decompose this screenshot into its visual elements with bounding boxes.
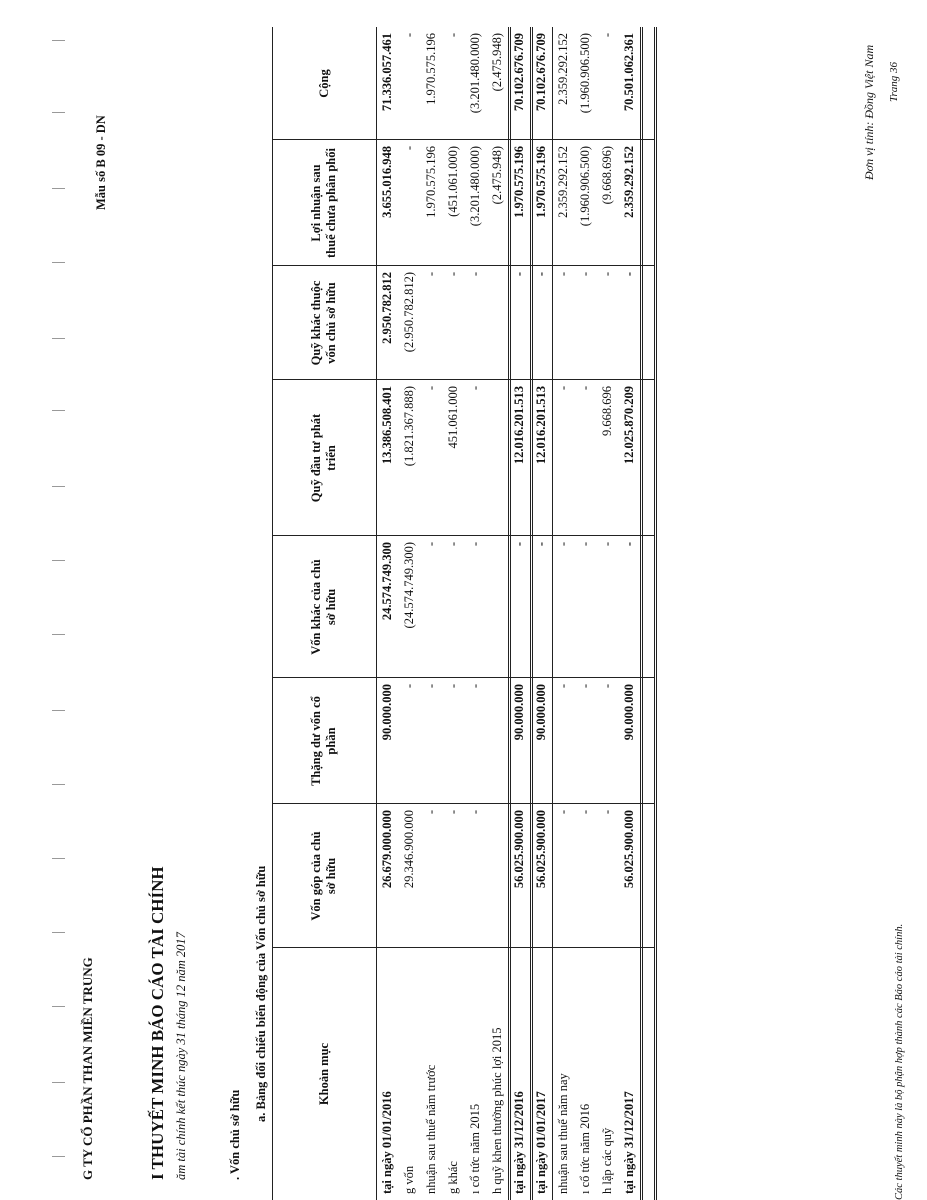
table-cell: (1.821.367.888) [401, 386, 416, 467]
table-cell: - [423, 810, 438, 815]
table-cell: (1.960.906.500) [577, 146, 592, 227]
column-header [272, 266, 376, 380]
table-cell: - [401, 684, 416, 689]
table-cell: - [445, 272, 460, 277]
row-label: nhuận sau thuế năm trước [423, 1064, 438, 1194]
table-rule [640, 27, 643, 1200]
table-cell: 90.000.000 [621, 684, 636, 741]
table-cell: 451.061.000 [445, 386, 460, 449]
table-cell: (3.201.480.000) [467, 33, 482, 114]
table-cell [486, 678, 508, 804]
row-label: tại ngày 01/01/2016 [379, 1091, 394, 1194]
column-header-text: phần [324, 727, 338, 755]
table-cell: 1.970.575.196 [511, 146, 526, 218]
page-number: Trang 36 [888, 61, 900, 102]
table-cell: 2.359.292.152 [555, 33, 570, 105]
table-cell: 56.025.900.000 [533, 810, 548, 889]
table-cell: - [555, 684, 570, 689]
document-title: I THUYẾT MINH BÁO CÁO TÀI CHÍNH [148, 866, 167, 1180]
table-cell: - [599, 810, 614, 815]
column-header-text: Quỹ khác thuộc [309, 280, 323, 366]
row-label: tại ngày 31/12/2017 [621, 1091, 636, 1194]
currency-unit: Đơn vị tính: Đồng Việt Nam [862, 44, 876, 180]
row-label: g khác [445, 1161, 460, 1194]
column-header [272, 948, 376, 1200]
table-cell: 26.679.000.000 [379, 810, 394, 889]
row-label: g vốn [401, 1165, 416, 1194]
document-subtitle: ăm tài chính kết thúc ngày 31 tháng 12 năm 2017 [174, 932, 188, 1180]
table-cell: - [423, 386, 438, 391]
row-label: tại ngày 01/01/2017 [533, 1091, 548, 1194]
table-cell: - [423, 684, 438, 689]
table-cell: 70.501.062.361 [621, 33, 636, 112]
column-header-text: sở hữu [324, 857, 338, 895]
column-header [272, 27, 376, 140]
table-cell: - [577, 542, 592, 547]
table-cell: 24.574.749.300 [379, 542, 394, 621]
table-cell: - [599, 33, 614, 38]
table-cell: - [533, 272, 548, 277]
table-row [442, 27, 464, 1200]
table-row [464, 27, 486, 1200]
table-cell: - [577, 386, 592, 391]
table-cell: 2.359.292.152 [621, 146, 636, 218]
table-cell: - [467, 272, 482, 277]
table-row [376, 27, 398, 1200]
table-cell: 56.025.900.000 [621, 810, 636, 889]
table-cell [486, 804, 508, 948]
table-cell: (3.201.480.000) [467, 146, 482, 227]
table-cell: - [511, 542, 526, 547]
table-cell [486, 536, 508, 678]
row-label: ı cổ tức năm 2016 [577, 1103, 592, 1194]
table-cell: - [445, 33, 460, 38]
table-row [508, 27, 530, 1200]
table-row [486, 27, 508, 1200]
table-cell: - [577, 810, 592, 815]
table-cell: - [401, 33, 416, 38]
table-cell: (451.061.000) [445, 146, 460, 217]
table-cell: 9.668.696 [599, 386, 614, 436]
table-cell: - [401, 146, 416, 151]
column-header [272, 140, 376, 266]
row-label: h quỹ khen thưởng phúc lợi 2015 [489, 1027, 504, 1194]
table-cell: - [445, 542, 460, 547]
column-header [272, 804, 376, 948]
table-cell: 1.970.575.196 [423, 146, 438, 218]
column-header-text: Vốn góp của chủ [309, 831, 323, 921]
table-row [574, 27, 596, 1200]
table-cell: 2.359.292.152 [555, 146, 570, 218]
table-cell: - [467, 542, 482, 547]
table-cell: - [621, 542, 636, 547]
column-header [272, 536, 376, 678]
table-row [398, 27, 420, 1200]
footer-note: Các thuyết minh này là bộ phận hợp thành các Báo cáo tài chính. [894, 923, 905, 1200]
column-header [272, 678, 376, 804]
table-cell: - [423, 542, 438, 547]
row-label: h lập các quỹ [599, 1127, 614, 1194]
table-cell: 12.016.201.513 [511, 386, 526, 465]
column-header-text: vốn chủ sở hữu [324, 282, 338, 364]
table-cell: 13.386.508.401 [379, 386, 394, 465]
table-cell: (9.668.696) [599, 146, 614, 205]
table-cell: (1.960.906.500) [577, 33, 592, 114]
table-cell: 71.336.057.461 [379, 33, 394, 112]
row-label: ı cổ tức năm 2015 [467, 1103, 482, 1194]
table-cell: - [621, 272, 636, 277]
table-cell: 90.000.000 [533, 684, 548, 741]
table-cell: 56.025.900.000 [511, 810, 526, 889]
table-cell: - [555, 542, 570, 547]
column-header-text: triển [324, 445, 338, 471]
table-cell: 2.950.782.812 [379, 272, 394, 344]
table-row [596, 27, 618, 1200]
table-cell [486, 266, 508, 380]
company-name: G TY CỔ PHẦN THAN MIỀN TRUNG [80, 957, 95, 1180]
table-cell: 12.016.201.513 [533, 386, 548, 465]
column-header-text: Quỹ đầu tư phát [309, 413, 323, 503]
table-cell: - [555, 272, 570, 277]
column-header-text: Lợi nhuận sau [309, 164, 323, 242]
table-cell: 70.102.676.709 [533, 33, 548, 112]
equity-movements-table [272, 27, 655, 1200]
table-cell [486, 380, 508, 536]
column-header-text: Khoản mục [316, 1042, 331, 1106]
table-cell: 3.655.016.948 [379, 146, 394, 218]
column-header-text: thuế chưa phân phối [324, 148, 338, 258]
table-cell: - [423, 272, 438, 277]
section-heading: . Vốn chủ sở hữu [228, 1089, 242, 1180]
table-row [530, 27, 552, 1200]
table-cell: - [467, 810, 482, 815]
row-label: nhuận sau thuế năm nay [555, 1073, 570, 1194]
table-cell: (24.574.749.300) [401, 542, 416, 629]
table-cell: - [555, 810, 570, 815]
table-cell: - [467, 684, 482, 689]
table-cell: 1.970.575.196 [423, 33, 438, 105]
column-header-text: sở hữu [324, 588, 338, 626]
table-cell: - [599, 684, 614, 689]
table-cell: - [599, 272, 614, 277]
table-rule [654, 27, 657, 1200]
table-cell: - [555, 386, 570, 391]
table-cell: (2.475.948) [489, 33, 504, 92]
table-row [552, 27, 574, 1200]
table-cell: - [533, 542, 548, 547]
table-cell: - [467, 386, 482, 391]
table-cell: 90.000.000 [379, 684, 394, 741]
table-cell: - [445, 684, 460, 689]
table-cell: 12.025.870.209 [621, 386, 636, 465]
table-cell: - [511, 272, 526, 277]
column-header [272, 380, 376, 536]
table-cell: - [577, 272, 592, 277]
subsection-heading: a. Bảng đối chiếu biến động của Vốn chủ sở hữu [254, 865, 268, 1122]
table-cell: 1.970.575.196 [533, 146, 548, 218]
table-row [420, 27, 442, 1200]
table-cell: (2.950.782.812) [401, 272, 416, 353]
table-cell: 29.346.900.000 [401, 810, 416, 889]
form-number: Mẫu số B 09 - DN [94, 115, 108, 210]
table-cell: (2.475.948) [489, 146, 504, 205]
table-cell: 90.000.000 [511, 684, 526, 741]
column-header-text: Cộng [316, 69, 331, 98]
table-cell: - [577, 684, 592, 689]
table-row [618, 27, 640, 1200]
table-cell: - [599, 542, 614, 547]
row-label: tại ngày 31/12/2016 [511, 1091, 526, 1194]
column-header-text: Thặng dư vốn cổ [309, 696, 323, 786]
column-header-text: Vốn khác của chủ [309, 559, 323, 655]
table-cell: - [445, 810, 460, 815]
table-cell: 70.102.676.709 [511, 33, 526, 112]
